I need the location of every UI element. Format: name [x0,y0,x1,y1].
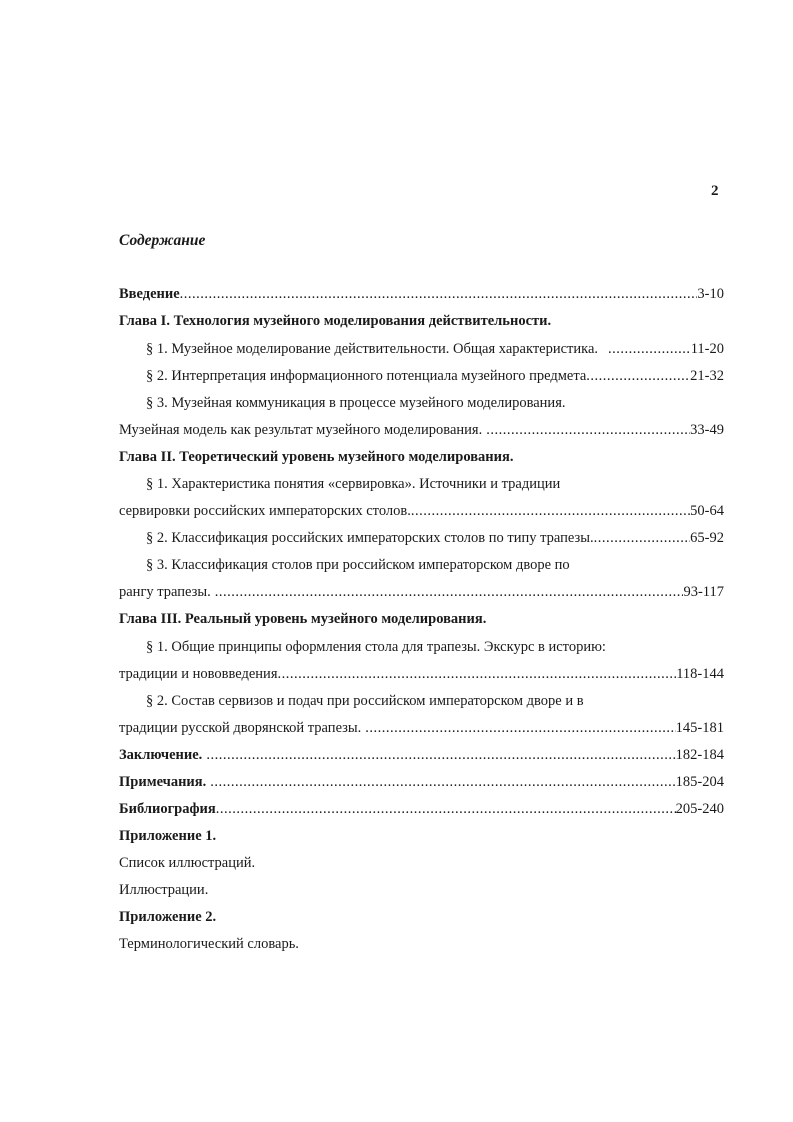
toc-entry-text: § 1. Характеристика понятия «сервировка». Источники и традиции [146,476,561,492]
toc-entry-page: 3-10 [697,286,724,302]
toc-entry-notes [119,772,724,792]
toc-entry-text: традиции и нововведения [119,666,278,682]
toc-entry-ch3-s2-cont [119,718,724,738]
toc-entry-text: традиции русской дворянской трапезы. [119,720,362,736]
toc-entry-ch2-s1-cont [119,501,724,521]
toc-entry-ch1-s3 [119,393,724,413]
toc-entry-page: 93-117 [683,584,724,600]
toc-entry-text: § 1. Общие принципы оформления стола для трапезы. Экскурс в историю: [146,639,606,655]
toc-entry-ch3-s1-cont [119,664,724,684]
toc-entry-text: Музейная модель как результат музейного моделирования. [119,422,483,438]
toc-entry-text: Приложение 2. [119,909,217,925]
toc-entry-text: Приложение 1. [119,828,217,844]
toc-entry-chapter-1 [119,311,724,331]
toc-entry-text: Список иллюстраций. [119,855,256,871]
toc-entry-ch2-s3 [119,555,724,575]
toc-entry-text: § 2. Состав сервизов и подач при российском императорском дворе и в [146,693,584,709]
leader-dots [411,501,690,521]
toc-entry-chapter-2 [119,447,724,467]
toc-entry-bibliography [119,799,724,819]
leader-dots [586,366,690,386]
leader-dots [216,799,676,819]
toc-entry-text: Заключение. [119,747,203,763]
toc-entry-text: сервировки российских императорских столов. [119,503,411,519]
leader-dots [202,745,675,765]
toc-entry-text: § 2. Интерпретация информационного потенциала музейного предмета [146,368,587,384]
toc-entry-page: 205-240 [675,801,724,817]
toc-entry-page: 33-49 [690,422,724,438]
toc-entry-chapter-3 [119,609,724,629]
toc-entry-page: 50-64 [690,503,724,519]
toc-entry-text: Глава I. Технология музейного моделирования действительности. [119,313,552,329]
leader-dots [598,339,691,359]
toc-entry-illustrations [119,880,724,900]
toc-entry-ch1-s2 [119,366,724,386]
toc-entry-text: § 2. Классификация российских императорских столов по типу трапезы. [146,530,594,546]
leader-dots [206,772,675,792]
toc-entry-text: Глава II. Теоретический уровень музейного моделирования. [119,449,514,465]
toc-entry-ch2-s3-cont [119,582,724,602]
toc-entry-text: Примечания. [119,774,207,790]
leader-dots [361,718,675,738]
toc-entry-text: § 3. Музейная коммуникация в процессе музейного моделирования. [146,395,566,411]
toc-entry-text: § 1. Музейное моделирование действительности. Общая характеристика. [146,341,599,357]
toc-entry-introduction [119,284,724,304]
toc-entry-text: Введение [119,286,180,302]
leader-dots [278,664,677,684]
toc-entry-appendix-2 [119,907,724,927]
toc-entry-conclusion [119,745,724,765]
toc-entry-ch1-s3-cont [119,420,724,440]
toc-entry-illustration-list [119,853,724,873]
leader-dots [180,284,698,304]
toc-entry-text: § 3. Классификация столов при российском императорском дворе по [146,557,570,573]
toc-entry-text: Иллюстрации. [119,882,209,898]
toc-entry-page: 118-144 [676,666,724,682]
toc-entry-ch3-s1 [119,637,724,657]
toc-entry-page: 145-181 [675,720,724,736]
page-number: 2 [711,183,719,199]
leader-dots [482,420,690,440]
toc-entry-ch2-s2 [119,528,724,548]
toc-entry-text: рангу трапезы. [119,584,211,600]
toc-entry-ch3-s2 [119,691,724,711]
toc-title: Содержание [119,232,206,249]
toc-entry-appendix-1 [119,826,724,846]
toc-entry-text: Глава III. Реальный уровень музейного моделирования. [119,611,487,627]
toc-entry-page: 65-92 [690,530,724,546]
toc-entry-text: Терминологический словарь. [119,936,299,952]
toc-entry-ch2-s1 [119,474,724,494]
leader-dots [594,528,691,548]
toc-entry-glossary [119,934,724,954]
toc-entry-ch1-s1 [119,339,724,359]
toc-entry-page: 11-20 [690,341,724,357]
toc-entry-page: 185-204 [675,774,724,790]
toc-entry-text: Библиография [119,801,216,817]
toc-entry-page: 182-184 [675,747,724,763]
leader-dots [211,582,684,602]
toc-entry-page: 21-32 [690,368,724,384]
